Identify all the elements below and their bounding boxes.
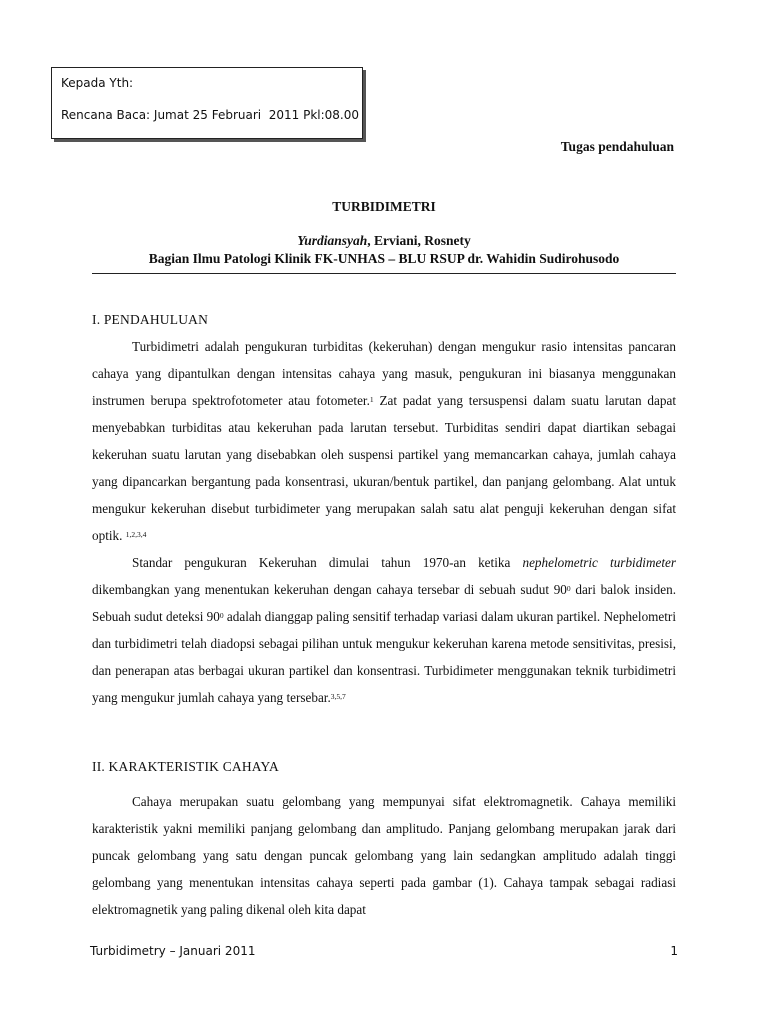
- section-2-paragraph-1: Cahaya merupakan suatu gelombang yang mempunyai sifat elektromagnetik. Cahaya memiliki karakteristik yakni memiliki panjang gelombang dan amplitudo. Panjang gelombang merupakan jarak dari puncak gelombang yang satu dengan puncak gelombang yang lain sedangkan amplitudo adalah tinggi gelombang yang menentukan intensitas cahaya seperti pada gambar (1). Cahaya tampak sebagai radiasi elektromagnetik yang paling dikenal oleh kita dapat: [92, 794, 676, 917]
- affiliation-line: Bagian Ilmu Patologi Klinik FK-UNHAS – BLU RSUP dr. Wahidin Sudirohusodo: [148, 251, 620, 266]
- section-1-paragraph-2: [92, 549, 676, 711]
- reading-schedule-box: [51, 67, 363, 139]
- lead-author: Yurdiansyah: [297, 233, 368, 248]
- text-run: Standar pengukuran Kekeruhan dimulai tahun 1970-an ketika: [132, 555, 523, 570]
- text-run: Turbidimetri adalah pengukuran turbiditas (kekeruhan) dengan mengukur rasio intensitas pancaran cahaya yang dipantulkan dengan intensitas cahaya yang masuk, pengukuran ini biasanya menggunakan instrumen berupa spektrofotometer atau fotometer.: [92, 339, 676, 408]
- assignment-label: Tugas pendahuluan: [560, 139, 674, 154]
- section-1-paragraph-1: [92, 333, 676, 549]
- text-run: dari balok insiden. Sebuah sudut deteksi 90: [92, 582, 676, 624]
- document-title: TURBIDIMETRI: [332, 199, 436, 214]
- italic-term: nephelometric turbidimeter: [522, 555, 676, 570]
- section-1-heading: I. PENDAHULUAN: [92, 312, 209, 327]
- schedule-line: Rencana Baca: Jumat 25 Februari 2011 Pkl:08.00: [61, 108, 360, 122]
- header-rule: [92, 273, 676, 274]
- authors-line: [0, 233, 768, 249]
- text-run: Zat padat yang tersuspensi dalam suatu larutan dapat menyebabkan turbiditas atau kekeruhan pada larutan tersebut. Turbiditas sendiri dapat diartikan sebagai kekeruhan suatu larutan yang disebabkan oleh suspensi partikel yang memancarkan cahaya, jumlah cahaya yang dipancarkan bergantung pada konsentrasi, ukuran/bentuk partikel, dan panjang gelombang. Alat untuk mengukur kekeruhan disebut turbidimeter yang merupakan salah satu alat penguji kekeruhan dengan sifat optik.: [92, 393, 676, 543]
- section-2-heading: II. KARAKTERISTIK CAHAYA: [92, 759, 279, 774]
- recipient-line: Kepada Yth:: [61, 76, 134, 90]
- citation: 1: [369, 395, 374, 404]
- text-run: dikembangkan yang menentukan kekeruhan dengan cahaya tersebar di sebuah sudut 90: [92, 582, 567, 597]
- citation: 1,2,3,4: [125, 530, 147, 539]
- text-run: adalah dianggap paling sensitif terhadap variasi dalam ukuran partikel. Nephelometri dan turbidimetri telah diadopsi sebagai pilihan untuk mengukur kekeruhan karena metode sensitivitas, presisi, dan penerapan atas berbagai ukuran partikel dan konsentrasi. Turbidimeter menggunakan teknik turbidimetri yang mengukur jumlah cahaya yang tersebar.: [92, 609, 676, 705]
- footer-title: Turbidimetry – Januari 2011: [90, 944, 256, 958]
- co-authors: , Erviani, Rosnety: [367, 233, 471, 248]
- degree-superscript: 0: [566, 584, 571, 593]
- page-number: 1: [670, 944, 678, 958]
- citation: 3,5,7: [330, 692, 346, 701]
- degree-superscript: 0: [219, 611, 224, 620]
